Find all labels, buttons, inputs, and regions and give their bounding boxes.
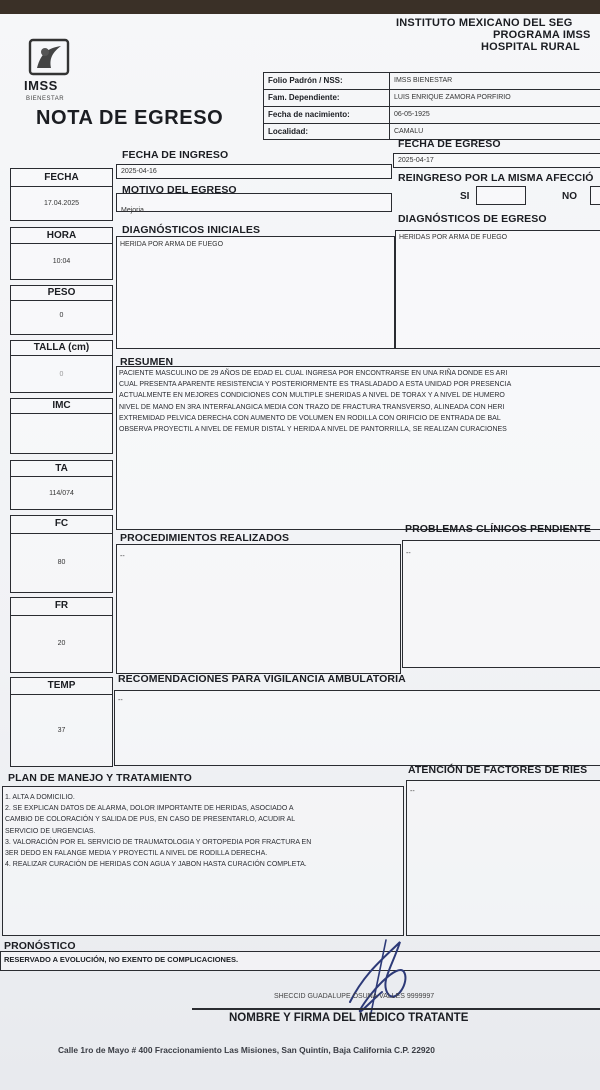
hora-value: 10:04 <box>52 258 71 265</box>
peso-label: PESO <box>47 287 76 298</box>
problems-label: PROBLEMAS CLÍNICOS PENDIENTE <box>405 523 591 535</box>
temp-label: TEMP <box>47 680 76 691</box>
footer-address: Calle 1ro de Mayo # 400 Fraccionamiento Las Misiones, San Quintín, Baja California C.P. 22920 <box>58 1045 435 1055</box>
summary-text <box>119 368 600 435</box>
recommendations-label: RECOMENDACIONES PARA VIGILANCIA AMBULATORIA <box>118 673 406 685</box>
talla-divider <box>10 355 113 356</box>
ingreso-field <box>116 164 392 179</box>
peso-divider <box>10 300 113 301</box>
fr-label: FR <box>54 600 69 611</box>
procedures-value: -- <box>120 553 125 560</box>
summary-label: RESUMEN <box>120 356 174 368</box>
ingreso-value: 2025-04-16 <box>121 168 157 175</box>
imc-divider <box>10 413 113 414</box>
factors-box <box>406 780 600 936</box>
institution-line-1: INSTITUTO MEXICANO DEL SEG <box>396 17 573 29</box>
egreso-date-value: 2025-04-17 <box>398 157 434 164</box>
diag-egreso-box <box>395 230 600 349</box>
motivo-label: MOTIVO DEL EGRESO <box>122 184 237 196</box>
logo-subtext: BIENESTAR <box>26 96 65 102</box>
diag-egreso-value: HERIDAS POR ARMA DE FUEGO <box>399 234 508 241</box>
ta-label: TA <box>55 463 68 474</box>
summary-line: NIVEL DE MANO EN 3RA INTERFALANGICA MEDIA CON TRAZO DE FRACTURA TRANSVERSO, ALINEADA CON HERI <box>119 403 505 411</box>
folio-label: Folio Padrón / NSS: <box>268 76 343 85</box>
reingreso-label: REINGRESO POR LA MISMA AFECCIÓ <box>398 172 594 184</box>
procedures-box <box>116 544 401 674</box>
diag-initial-box <box>116 236 395 349</box>
summary-line: ACTUALMENTE EN MEJORES CONDICIONES CON MULTIPLE SHERIDAS A NIVEL DE TORAX Y A NIVEL DE HUMERO <box>119 392 505 400</box>
diag-initial-label: DIAGNÓSTICOS INICIALES <box>122 224 261 236</box>
top-edge-shadow <box>0 0 600 14</box>
problems-box <box>402 540 600 668</box>
patient-info-row-line-3 <box>263 123 600 124</box>
summary-line: EXTREMIDAD PELVICA DERECHA CON AUMENTO DE VOLUMEN EN RODILLA CON ORIFICIO DE ENTRADA DE BAL <box>119 414 501 422</box>
plan-line: 4. REALIZAR CURACIÓN DE HERIDAS CON AGUA Y JABON HASTA CURACIÓN COMPLETA. <box>5 861 307 869</box>
recommendations-value: -- <box>118 697 123 704</box>
folio-value: IMSS BIENESTAR <box>394 77 453 84</box>
patient-info-row-line-2 <box>263 106 600 107</box>
plan-line: 2. SE EXPLICAN DATOS DE ALARMA, DOLOR IMPORTANTE DE HERIDAS, ASOCIADO A <box>5 805 294 813</box>
plan-line: 3. VALORACIÓN POR EL SERVICIO DE TRAUMATOLOGIA Y ORTOPEDIA POR FRACTURA EN <box>5 838 312 846</box>
hora-divider <box>10 243 113 244</box>
plan-line: SERVICIO DE URGENCIAS. <box>5 827 96 835</box>
ta-divider <box>10 476 113 477</box>
imc-label: IMC <box>52 400 71 411</box>
institution-line-3: HOSPITAL RURAL <box>481 41 580 53</box>
birth-label: Fecha de nacimiento: <box>268 110 350 119</box>
document-title: NOTA DE EGRESO <box>36 107 224 129</box>
motivo-value: Mejoria <box>121 207 144 214</box>
si-label: SI <box>460 191 470 202</box>
plan-text <box>5 792 403 870</box>
talla-label: TALLA (cm) <box>33 342 90 353</box>
fecha-label: FECHA <box>44 172 79 183</box>
summary-line: CUAL PRESENTA APARENTE RESISTENCIA Y POSTERIORMENTE ES TRASLADADO A ESTA UNIDAD POR PRESENCIA <box>119 381 512 389</box>
diag-egreso-label: DIAGNÓSTICOS DE EGRESO <box>398 213 547 225</box>
peso-value: 0 <box>59 312 64 319</box>
recommendations-box <box>114 690 600 766</box>
fam-value: LUIS ENRIQUE ZAMORA PORFIRIO <box>394 94 511 101</box>
hora-label: HORA <box>46 230 77 241</box>
fecha-divider <box>10 186 113 187</box>
temp-divider <box>10 694 113 695</box>
factors-label: ATENCIÓN DE FACTORES DE RIES <box>408 764 588 776</box>
egreso-date-label: FECHA DE EGRESO <box>398 138 501 150</box>
fr-divider <box>10 615 113 616</box>
plan-label: PLAN DE MANEJO Y TRATAMIENTO <box>8 772 192 784</box>
ingreso-label: FECHA DE INGRESO <box>122 149 229 161</box>
fecha-value: 17.04.2025 <box>43 200 80 207</box>
prognosis-value: RESERVADO A EVOLUCIÓN, NO EXENTO DE COMPLICACIONES. <box>4 955 239 964</box>
institution-line-2: PROGRAMA IMSS <box>493 29 591 41</box>
fr-value: 20 <box>57 640 66 647</box>
logo-text: IMSS <box>24 78 58 93</box>
imss-emblem-icon <box>27 38 71 78</box>
no-label: NO <box>562 191 577 202</box>
factors-value: -- <box>410 788 415 795</box>
loc-label: Localidad: <box>268 127 309 136</box>
problems-value: -- <box>406 550 411 557</box>
patient-info-row-line-1 <box>263 89 600 90</box>
fam-label: Fam. Dependiente: <box>268 93 340 102</box>
summary-line: OBSERVA PROYECTIL A NIVEL DE FEMUR DISTAL Y HERIDA A NIVEL DE PANTORRILLA, SE REALIZAN CURACIONES <box>119 426 507 434</box>
plan-line: 3ER DEDO EN FALANGE MEDIA Y PROYECTIL A NIVEL DE RODILLA DERECHA. <box>5 850 268 858</box>
motivo-field <box>116 193 392 212</box>
talla-value: 0 <box>59 371 64 378</box>
plan-line: CAMBIO DE COLORACIÓN Y SALIDA DE PUS, EN CASO DE PRESENTARLO, ACUDIR AL <box>5 816 296 824</box>
fc-divider <box>10 533 113 534</box>
fc-value: 80 <box>57 559 66 566</box>
diag-initial-value: HERIDA POR ARMA DE FUEGO <box>120 241 224 248</box>
plan-line: 1. ALTA A DOMICILIO. <box>5 794 75 801</box>
no-checkbox <box>590 186 600 205</box>
fc-label: FC <box>54 518 69 529</box>
loc-value: CAMALU <box>394 128 424 135</box>
imss-logo <box>24 38 74 108</box>
summary-line: PACIENTE MASCULINO DE 29 AÑOS DE EDAD EL CUAL INGRESA POR ENCONTRARSE EN UNA RIÑA DONDE ES ARI <box>119 370 508 377</box>
doctor-name: SHECCID GUADALUPE OSUNA VALLES 9999997 <box>274 993 435 1000</box>
temp-value: 37 <box>57 727 66 734</box>
procedures-label: PROCEDIMIENTOS REALIZADOS <box>120 532 290 544</box>
birth-value: 06-05-1925 <box>394 111 430 118</box>
signature-line <box>192 1008 600 1010</box>
signature-caption: NOMBRE Y FIRMA DEL MEDICO TRATANTE <box>229 1012 469 1024</box>
prognosis-label: PRONÓSTICO <box>4 940 76 952</box>
ta-value: 114/074 <box>49 490 74 497</box>
si-checkbox <box>476 186 526 205</box>
